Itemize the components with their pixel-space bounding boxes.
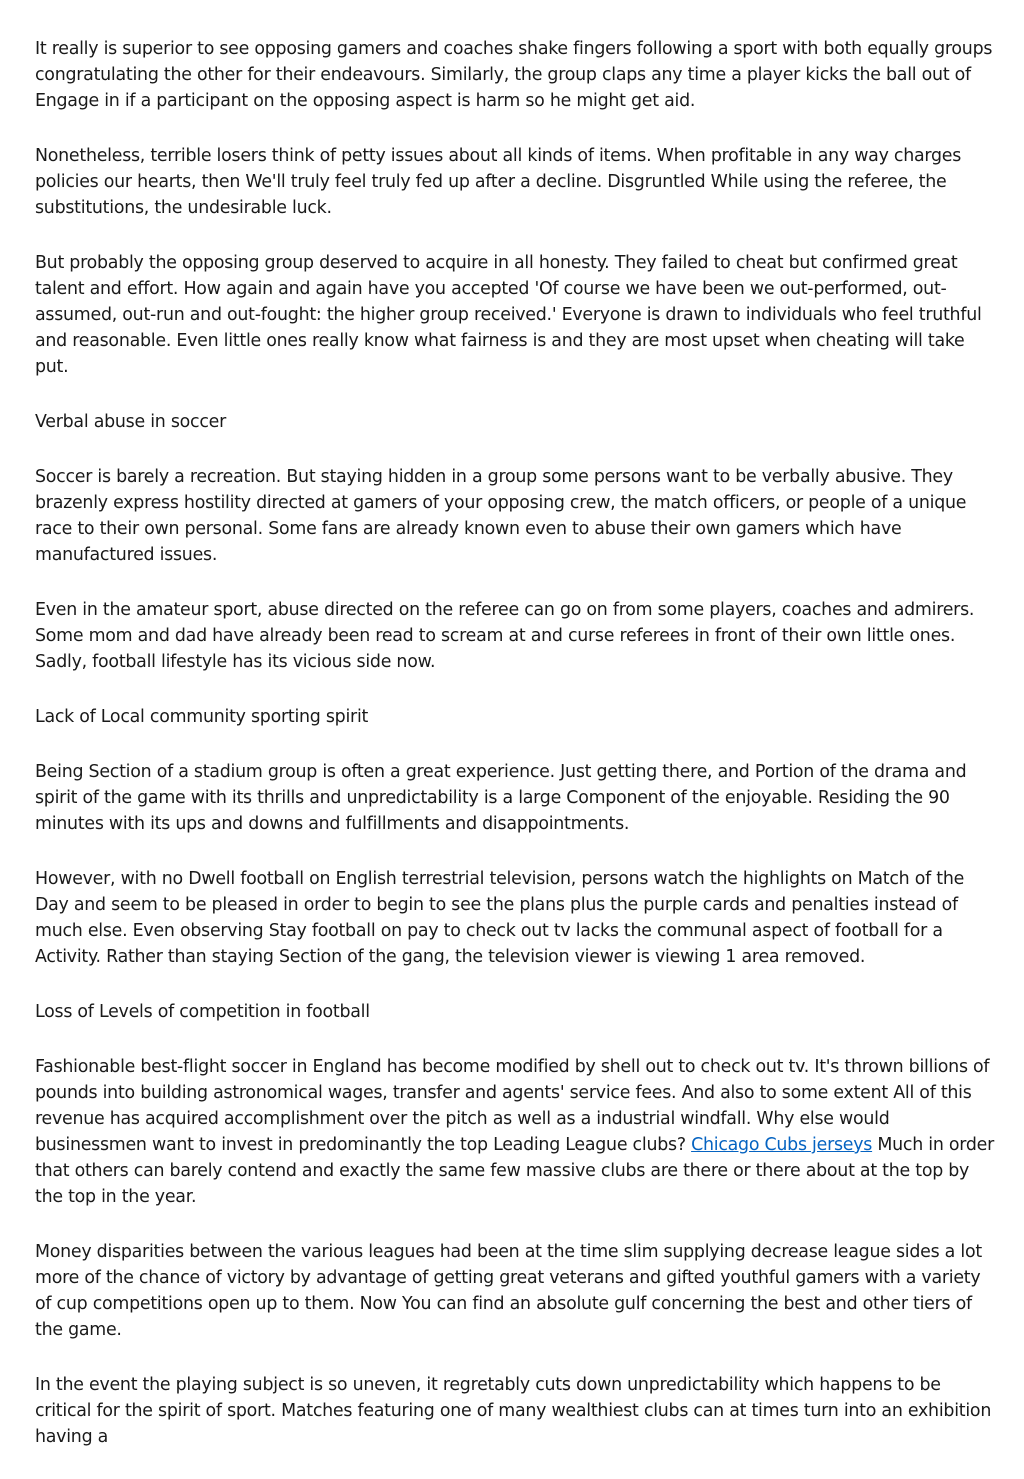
paragraph-3: But probably the opposing group deserved to acquire in all honesty. They failed to cheat but confirmed great talent and effort. How again and again have you accepted 'Of course we have been we out-performed, out-assumed, out-run and out-fought: the higher group received.' Everyone is drawn to individuals who feel truthful and reasonable. Even little ones really know what fairness is and they are most upset when cheating will take put. xyxy=(35,253,982,377)
heading-verbal-abuse: Verbal abuse in soccer xyxy=(35,412,227,432)
document-page xyxy=(35,36,995,1479)
heading-community-spirit: Lack of Local community sporting spirit xyxy=(35,707,369,727)
paragraph-8-text-before: Fashionable best-flight soccer in England has become modified by shell out to check out tv. It's thrown billions of pounds into building astronomical wages, transfer and agents' service fees. And also to some extent All of this revenue has acquired accomplishment over the pitch as well as a industrial windfall. Why else would businessmen want to invest in predominantly the top Leading League clubs? xyxy=(35,1057,990,1155)
paragraph-8-text-after: Much in order that others can barely contend and exactly the same few massive clubs are there or there about at the top by the top in the year. xyxy=(35,1135,995,1207)
paragraph-9: Money disparities between the various leagues had been at the time slim supplying decrease league sides a lot more of the chance of victory by advantage of getting great veterans and gifted youthful gamers with a variety of cup competitions open up to them. Now You can find an absolute gulf concerning the best and other tiers of the game. xyxy=(35,1242,982,1340)
paragraph-8 xyxy=(35,1054,995,1210)
paragraph-4: Soccer is barely a recreation. But staying hidden in a group some persons want to be verbally abusive. They brazenly express hostility directed at gamers of your opposing crew, the match officers, or people of a unique race to their own personal. Some fans are already known even to abuse their own gamers which have manufactured issues. xyxy=(35,467,967,565)
chicago-cubs-jerseys-link[interactable]: Chicago Cubs jerseys xyxy=(691,1135,873,1155)
paragraph-5: Even in the amateur sport, abuse directed on the referee can go on from some players, coaches and admirers. Some mom and dad have already been read to scream at and curse referees in front of their own little ones. Sadly, football lifestyle has its vicious side now. xyxy=(35,600,975,672)
paragraph-7: However, with no Dwell football on English terrestrial television, persons watch the highlights on Match of the Day and seem to be pleased in order to begin to see the plans plus the purple cards and penalties instead of much else. Even observing Stay football on pay to check out tv lacks the communal aspect of football for a Activity. Rather than staying Section of the gang, the television viewer is viewing 1 area removed. xyxy=(35,869,965,967)
paragraph-2: Nonetheless, terrible losers think of petty issues about all kinds of items. When profitable in any way charges policies our hearts, then We'll truly feel truly fed up after a decline. Disgruntled While using the referee, the substitutions, the undesirable luck. xyxy=(35,146,962,218)
paragraph-10: In the event the playing subject is so uneven, it regretably cuts down unpredictability which happens to be critical for the spirit of sport. Matches featuring one of many wealthiest clubs can at times turn into an exhibition having a xyxy=(35,1375,992,1447)
paragraph-1: It really is superior to see opposing gamers and coaches shake fingers following a sport with both equally groups congratulating the other for their endeavours. Similarly, the group claps any time a player kicks the ball out of Engage in if a participant on the opposing aspect is harm so he might get aid. xyxy=(35,39,993,111)
heading-loss-of-competition: Loss of Levels of competition in football xyxy=(35,1002,370,1022)
paragraph-6: Being Section of a stadium group is often a great experience. Just getting there, and Portion of the drama and spirit of the game with its thrills and unpredictability is a large Component of the enjoyable. Residing the 90 minutes with its ups and downs and fulfillments and disappointments. xyxy=(35,762,967,834)
